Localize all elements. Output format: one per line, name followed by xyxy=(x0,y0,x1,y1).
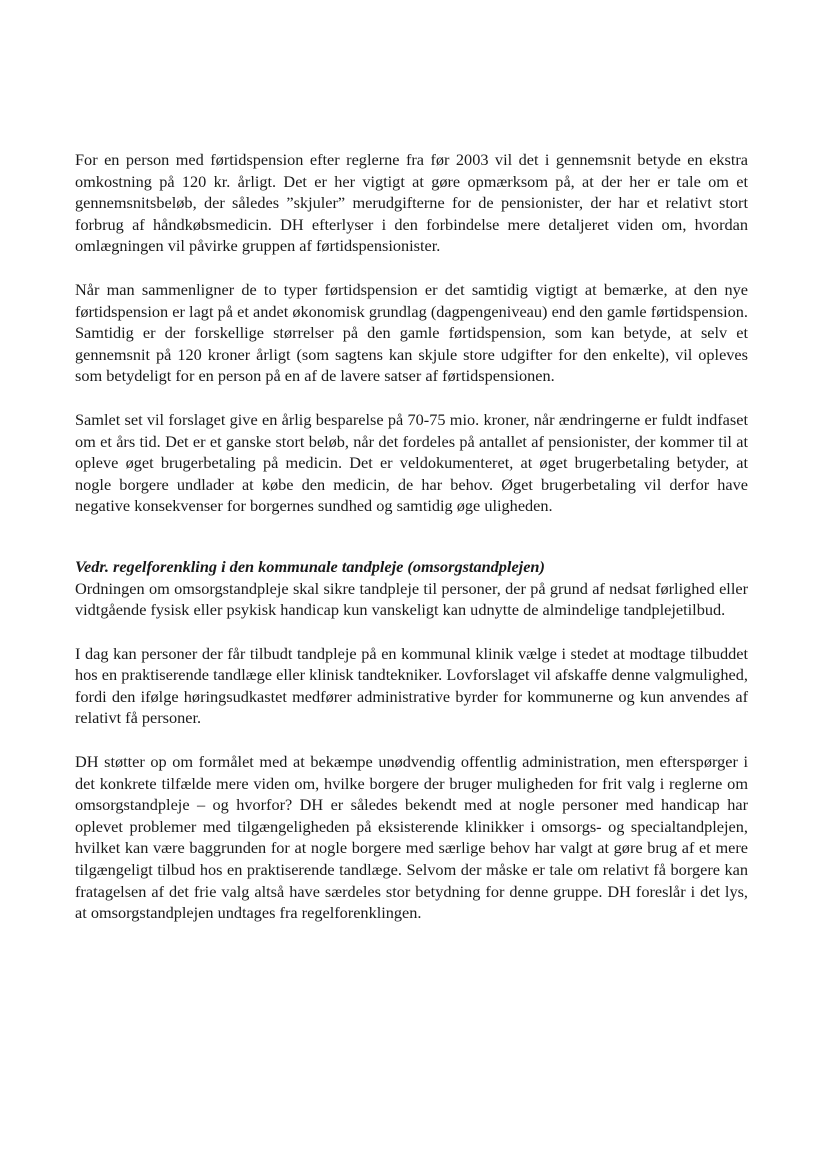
document-body xyxy=(75,149,748,946)
paragraph-dental-care-scheme: Ordningen om omsorgstandpleje skal sikre tandpleje til personer, der på grund af nedsat førlighed eller vidtgående fysisk eller psykisk handicap kun vanskeligt kan udnytte de almindelige tandplejetilbud. xyxy=(75,578,748,620)
paragraph-dh-position: DH støtter op om formålet med at bekæmpe unødvendig offentlig administration, men efterspørger i det konkrete tilfælde mere viden om, hvilke borgere der bruger muligheden for frit valg i reglerne om omsorgstandpleje – og hvorfor? DH er således bekendt med at nogle personer med handicap har oplevet problemer med tilgængeligheden på eksisterende klinikker i omsorgs- og specialtandplejen, hvilket kan være baggrunden for at nogle borgere med særlige behov har valgt at gøre brug af et mere tilgængeligt tilbud hos en praktiserende tandlæge. Selvom der måske er tale om relativt få borgere kan fratagelsen af det frie valg altså have særdeles stor betydning for denne gruppe. DH foreslår i det lys, at omsorgstandplejen undtages fra regelforenklingen. xyxy=(75,752,748,923)
section-heading: Vedr. regelforenkling i den kommunale tandpleje (omsorgstandplejen) xyxy=(75,556,545,576)
paragraph-savings-consequences: Samlet set vil forslaget give en årlig besparelse på 70-75 mio. kroner, når ændringerne er fuldt indfaset om et års tid. Det er et ganske stort beløb, når det fordeles på antallet af pensionister, der kommer til at opleve øget brugerbetaling på medicin. Det er veldokumenteret, at øget brugerbetaling betyder, at nogle borgere undlader at købe den medicin, de har behov. Øget brugerbetaling vil derfor have negative konsekvenser for borgernes sundhed og samtidig øge uligheden. xyxy=(75,409,748,516)
paragraph-early-pension-cost: For en person med førtidspension efter reglerne fra før 2003 vil det i gennemsnit betyde en ekstra omkostning på 120 kr. årligt. Det er her vigtigt at gøre opmærksom på, at der her er tale om et gennemsnitsbeløb, der således ”skjuler” merudgifterne for de pensionister, der har et relativt stort forbrug af håndkøbsmedicin. DH efterlyser i den forbindelse mere detaljeret viden om, hvordan omlægningen vil påvirke gruppen af førtidspensionister. xyxy=(75,150,748,256)
paragraph-pension-comparison: Når man sammenligner de to typer førtidspension er det samtidig vigtigt at bemærke, at den nye førtidspension er lagt på et andet økonomisk grundlag (dagpengeniveau) end den gamle førtidspension. Samtidig er der forskellige størrelser på den gamle førtidspension, som kan betyde, at selv et gennemsnit på 120 kroner årligt (som sagtens kan skjule store udgifter for den enkelte), vil opleves som betydeligt for en person på en af de lavere satser af førtidspensionen. xyxy=(75,279,748,386)
paragraph-dental-choice: I dag kan personer der får tilbudt tandpleje på en kommunal klinik vælge i stedet at modtage tilbuddet hos en praktiserende tandlæge eller klinisk tandtekniker. Lovforslaget vil afskaffe denne valgmulighed, fordi den ifølge høringsudkastet medfører administrative byrder for kommunerne og kun anvendes af relativt få personer. xyxy=(75,643,748,728)
